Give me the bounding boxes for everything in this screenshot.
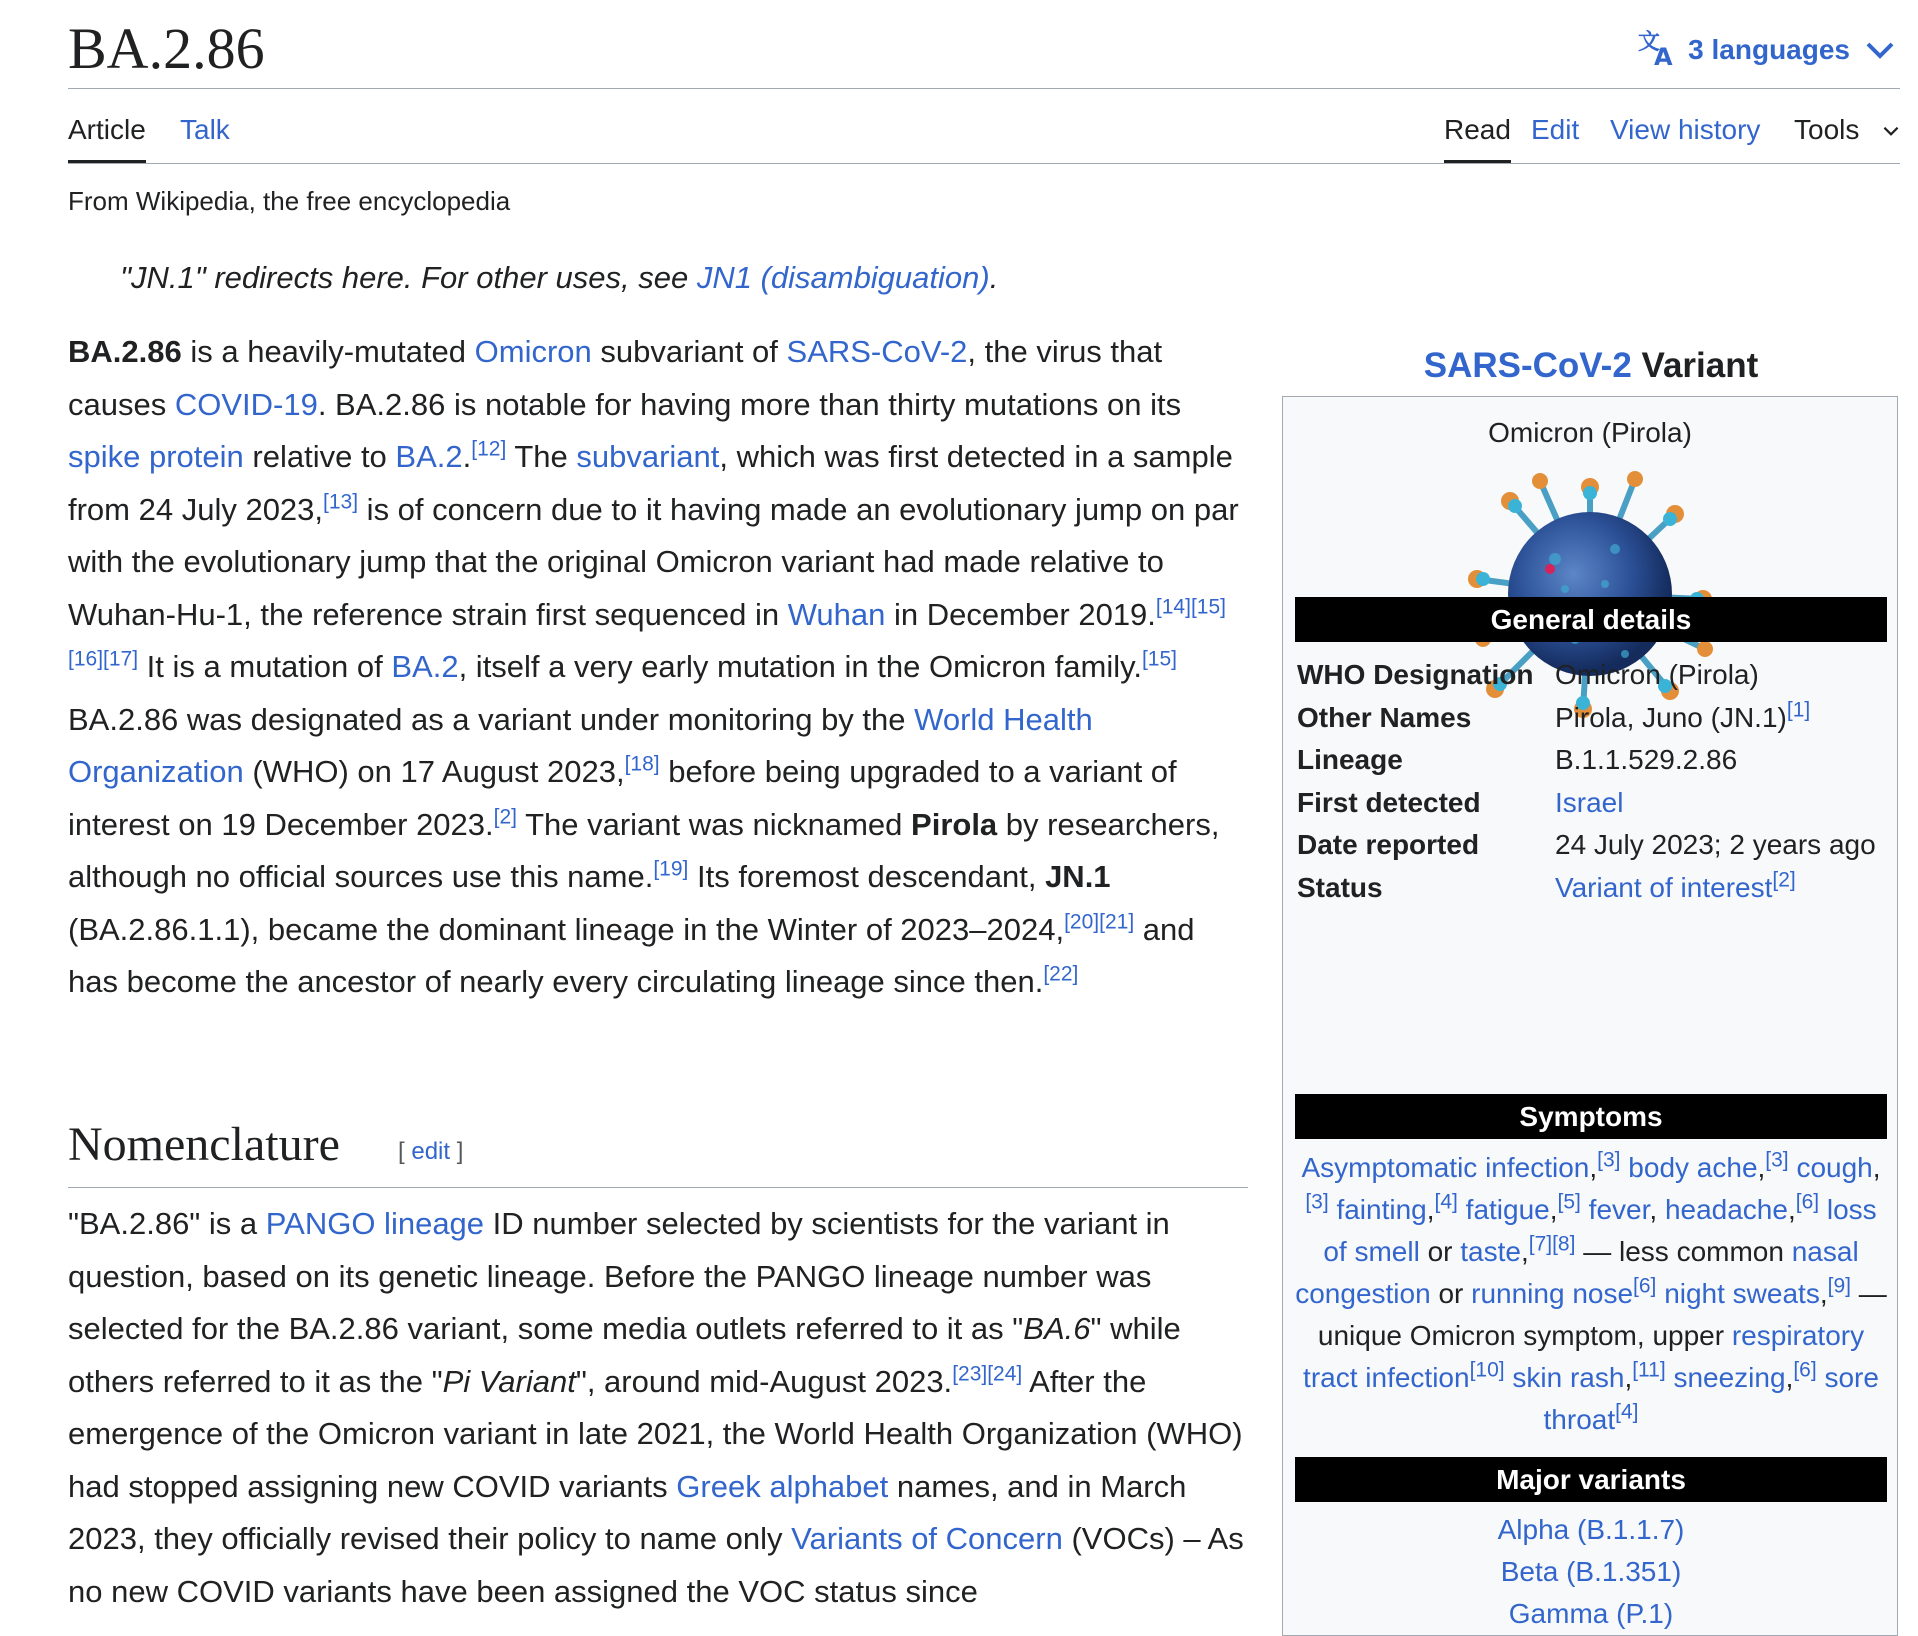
text-run: The variant was nicknamed bbox=[517, 806, 912, 842]
italic-term: BA.6 bbox=[1023, 1311, 1091, 1346]
text-run: . bbox=[462, 439, 472, 474]
citation-ref[interactable]: [6] bbox=[1633, 1274, 1657, 1298]
symptoms-list bbox=[1295, 1147, 1887, 1441]
citation-ref[interactable]: [20][21] bbox=[1064, 910, 1135, 934]
text-run bbox=[1581, 1194, 1589, 1225]
citation-ref[interactable]: [23][24] bbox=[952, 1362, 1023, 1386]
citation-ref[interactable]: [22] bbox=[1043, 962, 1079, 986]
infobox-value[interactable] bbox=[1555, 783, 1623, 823]
text-run: . BA.2.86 is notable for having more than thirty mutations on its bbox=[317, 386, 1182, 422]
text-run: , the virus that causes bbox=[68, 334, 1163, 422]
citation-ref[interactable]: [18] bbox=[624, 752, 660, 776]
chevron-down-icon bbox=[1860, 30, 1900, 70]
text-run: , bbox=[1520, 1236, 1529, 1267]
citation-ref[interactable]: [5] bbox=[1557, 1190, 1581, 1214]
tab-tools[interactable]: Tools bbox=[1794, 114, 1860, 145]
infobox-title-link[interactable]: SARS-CoV-2 bbox=[1423, 346, 1632, 385]
citation-ref[interactable]: [6] bbox=[1793, 1358, 1817, 1382]
inline-link[interactable]: body ache bbox=[1628, 1152, 1758, 1183]
text-run: ID number selected by scientists for the variant in question, based on its genetic lineage. Before the PANGO lineage number was selected for the BA.2.86 variant, some media outlets referred to it as " bbox=[68, 1206, 1170, 1346]
text-run: " while others referred to it as the " bbox=[68, 1311, 1181, 1399]
text-run: is of concern due to it having made an evolutionary jump on par with the evolutionary jump that the original Omicron variant had made relative to Wuhan-Hu-1, the reference strain first sequenced in bbox=[68, 491, 1239, 632]
citation-ref[interactable]: [3] bbox=[1765, 1148, 1789, 1172]
text-run: "BA.2.86" is a bbox=[68, 1206, 266, 1241]
inline-link[interactable]: Asymptomatic infection bbox=[1301, 1152, 1590, 1183]
general-details-heading: General details bbox=[1295, 597, 1887, 642]
hatnote bbox=[120, 260, 998, 296]
tab-read[interactable]: Read bbox=[1444, 108, 1511, 152]
text-run: (BA.2.86.1.1), became the dominant lineage in the Winter of 2023–2024, bbox=[68, 911, 1065, 947]
text-run bbox=[1458, 1194, 1466, 1225]
section-heading-nomenclature: Nomenclature bbox=[68, 1118, 340, 1171]
infobox-value bbox=[1555, 740, 1737, 780]
text-run: , bbox=[1785, 1362, 1794, 1393]
infobox-label: WHO Designation bbox=[1297, 659, 1534, 690]
major-variants-heading: Major variants bbox=[1295, 1457, 1887, 1502]
inline-link[interactable]: fever bbox=[1588, 1194, 1650, 1225]
citation-ref[interactable]: [14][15][16][17] bbox=[68, 595, 1226, 671]
tab-talk[interactable]: Talk bbox=[180, 114, 230, 145]
text-run: It is a mutation of bbox=[138, 649, 392, 684]
italic-term: Pi Variant bbox=[442, 1363, 576, 1399]
citation-ref[interactable]: [6] bbox=[1795, 1190, 1820, 1214]
infobox-title bbox=[1282, 346, 1900, 386]
title-divider bbox=[68, 88, 1900, 89]
text-run: (VOCs) – As no new COVID variants have been assigned the VOC status since bbox=[68, 1521, 1244, 1609]
infobox bbox=[1282, 396, 1898, 1636]
text-run: , bbox=[1624, 1362, 1633, 1393]
citation-ref[interactable]: [2] bbox=[1772, 868, 1796, 892]
text-run: in December 2019. bbox=[885, 596, 1156, 632]
citation-ref[interactable]: [19] bbox=[653, 857, 689, 881]
section-edit-link bbox=[398, 1138, 463, 1166]
text-run: or bbox=[1430, 1278, 1472, 1309]
text-run: subvariant of bbox=[591, 334, 787, 369]
inline-link[interactable]: respiratory tract infection bbox=[1303, 1320, 1865, 1393]
inline-link[interactable]: sore throat bbox=[1543, 1362, 1879, 1435]
citation-ref[interactable]: [3] bbox=[1597, 1148, 1621, 1172]
infobox-label: Status bbox=[1297, 872, 1383, 903]
text-run: , which was first detected in a sample from 24 July 2023, bbox=[68, 439, 1233, 527]
text-run: — less common bbox=[1575, 1236, 1792, 1267]
infobox-value-text: 24 July 2023; 2 years ago bbox=[1555, 829, 1876, 861]
inline-link[interactable]: Variants of Concern bbox=[791, 1521, 1063, 1556]
language-button[interactable] bbox=[1638, 28, 1900, 72]
page-title: BA.2.86 bbox=[68, 16, 265, 81]
infobox-value-text: Omicron (Pirola) bbox=[1555, 659, 1759, 690]
inline-link[interactable]: fatigue bbox=[1465, 1194, 1550, 1225]
text-run: , itself a very early mutation in the Omicron family. bbox=[458, 649, 1142, 684]
text-run: ", around mid-August 2023. bbox=[575, 1363, 953, 1399]
infobox-caption: Omicron (Pirola) bbox=[1488, 417, 1692, 448]
infobox-value-link[interactable]: Variant of interest bbox=[1555, 872, 1773, 903]
infobox-title-rest: Variant bbox=[1631, 346, 1759, 385]
tools-chevron-icon[interactable] bbox=[1880, 120, 1902, 142]
infobox-value[interactable] bbox=[1555, 868, 1796, 908]
citation-ref[interactable]: [10] bbox=[1469, 1358, 1505, 1382]
text-run: , bbox=[1787, 1194, 1796, 1225]
inline-link[interactable]: Greek alphabet bbox=[676, 1468, 889, 1504]
hatnote-suffix: . bbox=[989, 260, 999, 295]
nomenclature-paragraph bbox=[68, 1198, 1248, 1618]
inline-link[interactable]: World Health Organization bbox=[68, 701, 1093, 789]
citation-ref[interactable]: [1] bbox=[1786, 698, 1811, 722]
citation-ref[interactable]: [15] bbox=[1141, 647, 1177, 671]
infobox-value-text: B.1.1.529.2.86 bbox=[1555, 744, 1738, 776]
tab-edit[interactable]: Edit bbox=[1531, 114, 1580, 145]
tagline: From Wikipedia, the free encyclopedia bbox=[68, 186, 511, 216]
inline-link[interactable]: Omicron bbox=[474, 334, 592, 369]
edit-link[interactable]: edit bbox=[411, 1138, 451, 1165]
citation-ref[interactable]: [3] bbox=[1305, 1190, 1329, 1214]
text-run: After the emergence of the Omicron variant in late 2021, the World Health Organization (WHO) had stopped assigning new COVID variants bbox=[68, 1363, 1243, 1504]
citation-ref[interactable]: [4] bbox=[1434, 1190, 1458, 1214]
text-run: BA.2.86 was designated as a variant under monitoring by the bbox=[68, 701, 915, 737]
inline-link[interactable]: nasal congestion bbox=[1295, 1236, 1859, 1309]
inline-link[interactable]: BA.2 bbox=[391, 649, 459, 684]
inline-link[interactable]: spike protein bbox=[68, 439, 244, 474]
svg-text:文: 文 bbox=[1638, 29, 1661, 55]
infobox-label: First detected bbox=[1297, 786, 1481, 818]
translate-icon bbox=[1638, 27, 1678, 74]
hatnote-text: "JN.1" redirects here. For other uses, see bbox=[120, 260, 697, 295]
text-run: , bbox=[1872, 1152, 1881, 1183]
text-run bbox=[1819, 1194, 1827, 1225]
infobox-value bbox=[1555, 655, 1759, 695]
text-run: is a heavily-mutated bbox=[181, 334, 475, 369]
tab-view-history[interactable]: View history bbox=[1610, 114, 1761, 145]
infobox-label: Lineage bbox=[1297, 744, 1403, 776]
symptoms-heading: Symptoms bbox=[1295, 1094, 1887, 1139]
text-run: Its foremost descendant, bbox=[688, 859, 1046, 894]
inline-link[interactable]: SARS-CoV-2 bbox=[786, 334, 968, 369]
inline-link[interactable]: fainting bbox=[1336, 1194, 1427, 1225]
variant-link[interactable]: Alpha (B.1.1.7) bbox=[1497, 1514, 1685, 1545]
bold-term: Pirola bbox=[911, 806, 998, 842]
text-run: The bbox=[506, 439, 577, 474]
tab-article[interactable]: Article bbox=[68, 108, 146, 152]
citation-ref[interactable]: [7][8] bbox=[1528, 1232, 1576, 1256]
svg-text:A: A bbox=[1654, 42, 1673, 67]
inline-link[interactable]: sneezing bbox=[1673, 1362, 1786, 1393]
bold-term: JN.1 bbox=[1045, 859, 1111, 894]
inline-link[interactable]: PANGO lineage bbox=[265, 1206, 485, 1241]
inline-link[interactable]: running nose bbox=[1471, 1278, 1634, 1309]
citation-ref[interactable]: [13] bbox=[323, 490, 359, 514]
text-run: , bbox=[1426, 1194, 1435, 1225]
inline-link[interactable]: skin rash bbox=[1512, 1362, 1625, 1393]
text-run: , bbox=[1649, 1194, 1665, 1225]
text-run: by researchers, although no official sources use this name. bbox=[68, 806, 1220, 894]
text-run: , bbox=[1549, 1194, 1558, 1225]
infobox-value-link[interactable]: Israel bbox=[1555, 786, 1624, 818]
variant-link[interactable]: Gamma (P.1) bbox=[1508, 1598, 1674, 1629]
text-run: before being upgraded to a variant of interest on 19 December 2023. bbox=[68, 754, 1177, 842]
citation-ref[interactable]: [11] bbox=[1632, 1358, 1666, 1382]
text-run: , bbox=[1757, 1152, 1766, 1183]
text-run: , bbox=[1589, 1152, 1598, 1183]
section-divider bbox=[68, 1187, 1248, 1188]
citation-ref[interactable]: [9] bbox=[1827, 1274, 1851, 1298]
intro-paragraph bbox=[68, 326, 1248, 1009]
infobox-value bbox=[1555, 825, 1876, 865]
text-run: or bbox=[1419, 1236, 1461, 1267]
inline-link[interactable]: headache bbox=[1664, 1194, 1788, 1225]
tabs-divider bbox=[68, 163, 1900, 164]
edit-bracket-open: [ bbox=[398, 1138, 412, 1165]
text-run: (WHO) on 17 August 2023, bbox=[243, 754, 625, 789]
infobox-value-text: Pirola, Juno (JN.1) bbox=[1555, 701, 1787, 733]
language-label: 3 languages bbox=[1688, 34, 1850, 65]
citation-ref[interactable]: [4] bbox=[1615, 1400, 1639, 1424]
inline-link[interactable]: night sweats bbox=[1664, 1278, 1820, 1309]
bold-term: BA.2.86 bbox=[68, 334, 182, 369]
hatnote-link[interactable]: JN1 (disambiguation) bbox=[696, 260, 990, 295]
citation-ref[interactable]: [12] bbox=[471, 437, 507, 461]
text-run: and has become the ancestor of nearly every circulating lineage since then. bbox=[68, 911, 1195, 999]
edit-bracket-close: ] bbox=[450, 1138, 464, 1165]
variant-item bbox=[1295, 1551, 1887, 1593]
intro-section bbox=[68, 326, 1248, 1009]
major-variants-list bbox=[1295, 1509, 1887, 1635]
inline-link[interactable]: loss of smell bbox=[1323, 1194, 1877, 1267]
text-run: , bbox=[1819, 1278, 1828, 1309]
variant-link[interactable]: Beta (B.1.351) bbox=[1500, 1556, 1682, 1587]
citation-ref[interactable]: [2] bbox=[493, 805, 518, 829]
infobox-label: Other Names bbox=[1297, 701, 1472, 733]
infobox-label: Date reported bbox=[1297, 829, 1480, 861]
inline-link[interactable]: Wuhan bbox=[787, 596, 886, 632]
inline-link[interactable]: subvariant bbox=[576, 439, 720, 474]
text-run: relative to bbox=[243, 439, 396, 474]
nomenclature-section bbox=[68, 1198, 1248, 1618]
variant-item bbox=[1295, 1593, 1887, 1635]
inline-link[interactable]: BA.2 bbox=[395, 439, 463, 474]
infobox-value bbox=[1555, 698, 1810, 738]
inline-link[interactable]: taste bbox=[1460, 1236, 1521, 1267]
variant-item bbox=[1295, 1509, 1887, 1551]
text-run: — unique Omicron symptom, upper bbox=[1317, 1278, 1887, 1351]
text-run: names, and in March 2023, they officially revised their policy to name only bbox=[68, 1468, 1187, 1556]
inline-link[interactable]: cough bbox=[1796, 1152, 1873, 1183]
page-tabs bbox=[68, 108, 1900, 164]
inline-link[interactable]: COVID-19 bbox=[174, 386, 318, 422]
